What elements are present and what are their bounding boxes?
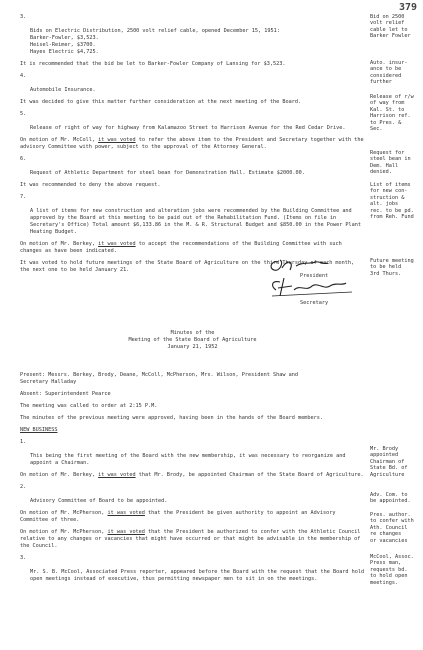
title-line-2: Meeting of the State Board of Agriculture bbox=[128, 337, 257, 343]
new-business-heading: NEW BUSINESS bbox=[20, 427, 58, 433]
item-text: Mr. S. B. McCool, Associated Press reporter, appeared before the Board with the request that the Board hold open meetings instead of executive, thus permitting newspaper men to sit in on the meetings. bbox=[30, 569, 365, 582]
item-3 bbox=[20, 14, 365, 56]
item-text: Advisory Committee of Board to be appointed. bbox=[30, 498, 168, 504]
president-label: President bbox=[300, 273, 329, 279]
motion-voted: it was voted bbox=[107, 510, 145, 516]
page-number: 379 bbox=[398, 2, 417, 13]
motion-voted: it was voted bbox=[98, 472, 136, 478]
absent-list: Absent: Superintendent Pearce bbox=[20, 391, 111, 397]
new-item-3 bbox=[20, 555, 365, 583]
margin-note: Adv. Com. to be appointed. bbox=[370, 492, 411, 505]
motion-post: that Mr. Brody, be appointed Chairman of the State Board of Agriculture. bbox=[135, 472, 364, 478]
margin-note: Release of r/w of way from Kal. St. to Harrison ref. to Pres. & Sec. bbox=[370, 94, 414, 133]
margin-note: McCool, Assoc. Press man, requests bd. to hold open meetings. bbox=[370, 554, 414, 586]
item-3-result: It is recommended that the bid be let to Barker-Fowler Company of Lansing for $3,523. bbox=[20, 61, 286, 67]
item-number: 5. bbox=[20, 111, 27, 117]
called-to-order: The meeting was called to order at 2:15 P.M. bbox=[20, 403, 158, 409]
item-6-result: It was recommended to deny the above request. bbox=[20, 182, 161, 188]
new-item-2 bbox=[20, 484, 365, 505]
new-item-1 bbox=[20, 439, 365, 467]
item-7 bbox=[20, 194, 365, 236]
item-number: 2. bbox=[20, 484, 27, 490]
item-4 bbox=[20, 73, 365, 94]
motion-voted: it was voted bbox=[98, 241, 136, 247]
motion-pre: On motion of Mr. McColl, bbox=[20, 137, 99, 143]
item-number: 4. bbox=[20, 73, 27, 79]
margin-note: Future meeting to be held 3rd Thurs. bbox=[370, 258, 414, 277]
item-number: 7. bbox=[20, 194, 27, 200]
motion-post: to accept the recommendations of the Building Committee with such changes as have been indicated. bbox=[20, 241, 342, 254]
margin-note: List of items for new con- struction & alt. jobs rec. to be pd. from Reh. Fund bbox=[370, 182, 414, 221]
item-text: Request of Athletic Department for steel bean for Demonstration Hall. Estimate $2000.00. bbox=[30, 170, 305, 176]
item-number: 1. bbox=[20, 439, 27, 445]
motion-pre: On motion of Mr. McPherson, bbox=[20, 529, 108, 535]
item-7-motion bbox=[20, 241, 365, 255]
new-item-1-motion bbox=[20, 472, 365, 479]
motion-voted: it was voted bbox=[107, 529, 145, 535]
new-item-2-motion-2 bbox=[20, 529, 365, 550]
new-item-2-motion-1 bbox=[20, 510, 365, 524]
margin-note: Request for steel bean in Dem. Hall denied. bbox=[370, 150, 411, 176]
motion-post: to refer the above item to the President and Secretary together with the advisory Committee with power, subject to the approval of the Attorney General. bbox=[20, 137, 364, 150]
motion-post: that the President be given authority to appoint an Advisory Committee of three. bbox=[20, 510, 336, 523]
minutes-title bbox=[20, 330, 365, 351]
item-4-result: It was decided to give this matter further consideration at the next meeting of the Board. bbox=[20, 99, 302, 105]
item-number: 3. bbox=[20, 14, 27, 20]
margin-note: Bid on 2500 volt relief cable let to Barker Fowler bbox=[370, 14, 411, 40]
motion-pre: On motion of Mr. McPherson, bbox=[20, 510, 108, 516]
signature-block bbox=[250, 256, 360, 316]
margin-note: Pres. author. to confer with Ath. Council re changes or vacancies bbox=[370, 512, 414, 544]
item-5-motion bbox=[20, 137, 365, 151]
item-text: Release of right of way for highway from Kalamazoo Street to Harrison Avenue for the Red Cedar Drive. bbox=[30, 125, 346, 131]
lower-minutes bbox=[20, 372, 365, 588]
item-text: Bids on Electric Distribution, 2500 volt relief cable, opened December 15, 1951: Barker-Fowler, $3,523. Heisel-Reimer, $3700. Hayes Electric $4,725. bbox=[30, 28, 280, 55]
item-text: A list of items for new construction and alteration jobs were recommended by the Building Committee and approved by the Board at this meeting to be paid out of the Rehabilitation Fund. (Items on file in Secretary's Office) Total amount $6,133.86 in the M. & R. Structural Budget and $850.00 in the Power Plant Heating Budget. bbox=[30, 208, 362, 235]
margin-note: Auto. insur- ance to be considered further bbox=[370, 60, 408, 86]
item-text: This being the first meeting of the Board with the new membership, it was necessary to reorganize and appoint a Chairman. bbox=[30, 453, 346, 466]
upper-minutes bbox=[20, 14, 365, 279]
title-line-1: Minutes of the bbox=[170, 330, 215, 336]
item-number: 3. bbox=[20, 555, 27, 561]
margin-note: Mr. Brody appointed Chairman of State Bd. of Agriculture bbox=[370, 446, 408, 478]
secretary-label: Secretary bbox=[300, 300, 329, 306]
future-meetings: It was voted to hold future meetings of the State Board of Agriculture on the third Thursday of each month, the next one to be held January 21. bbox=[20, 260, 355, 273]
item-6 bbox=[20, 156, 365, 177]
present-list: Present: Messrs. Berkey, Brody, Deane, McColl, McPherson, Mrs. Wilson, President Shaw and Secretary Halladay bbox=[20, 372, 298, 385]
item-text: Automobile Insurance. bbox=[30, 87, 96, 93]
handwritten-signatures bbox=[250, 256, 360, 316]
item-5 bbox=[20, 111, 365, 132]
item-number: 6. bbox=[20, 156, 27, 162]
title-line-3: January 21, 1952 bbox=[167, 344, 218, 350]
motion-pre: On motion of Mr. Berkey, bbox=[20, 472, 99, 478]
motion-pre: On motion of Mr. Berkey, bbox=[20, 241, 99, 247]
motion-voted: it was voted bbox=[98, 137, 136, 143]
motion-post: that the President be authorized to confer with the Athletic Council relative to any changes or vacancies that might have occurred or that might be advisable in the membership of the Council. bbox=[20, 529, 361, 549]
minutes-approved: The minutes of the previous meeting were approved, having been in the hands of the Board members. bbox=[20, 415, 323, 421]
